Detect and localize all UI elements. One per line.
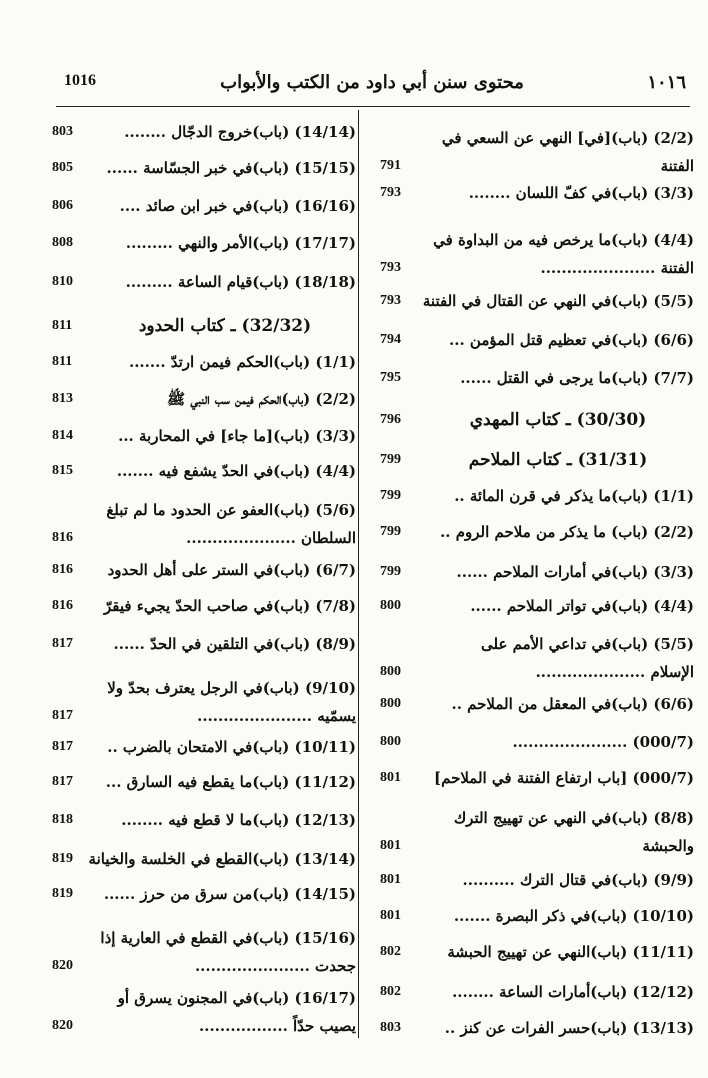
entry-text: (15/16) (باب)في القطع في العارية إذا xyxy=(100,929,356,947)
entry-text: (000/7) [باب ارتفاع الفتنة في الملاحم] xyxy=(433,769,694,787)
toc-entry xyxy=(378,942,694,962)
toc-entry xyxy=(378,183,694,203)
page-ref: 811 xyxy=(52,354,73,369)
entry-text: يصيب حدّاً ................. xyxy=(199,1017,356,1035)
toc-entry xyxy=(378,1018,694,1038)
toc-entry xyxy=(378,522,694,542)
entry-text: (6/6) (باب)في المعقل من الملاحم .. xyxy=(451,695,694,713)
toc-entry xyxy=(378,694,694,714)
page-ref: 793 xyxy=(380,185,401,200)
entry-text: (9/10) (باب)في الرجل يعترف بحدّ ولا xyxy=(107,679,356,697)
page-ref: 800 xyxy=(380,696,401,711)
toc-entry xyxy=(50,928,356,976)
book-heading xyxy=(378,450,694,470)
entry-text: (1/1) (باب)ما يذكر في قرن المائة .. xyxy=(454,487,694,505)
entry-text: (16/17) (باب)في المجنون يسرق أو xyxy=(117,989,356,1007)
entry-text: (5/6) (باب)العفو عن الحدود ما لم تبلغ xyxy=(106,501,356,519)
entry-text: (5/5) (باب)في تداعي الأمم على xyxy=(480,635,694,653)
page-ref: 817 xyxy=(52,774,73,789)
page-ref: 814 xyxy=(52,428,73,443)
toc-entry xyxy=(50,500,356,548)
toc-entry xyxy=(50,389,356,409)
entry-text: (8/9) (باب)في التلقين في الحدّ ...... xyxy=(113,635,356,653)
entry-text: (14/15) (باب)من سرق من حرز ...... xyxy=(103,885,356,903)
page-ref: 806 xyxy=(52,198,73,213)
page-ref: 803 xyxy=(52,124,73,139)
page-title: محتوى سنن أبي داود من الكتب والأبواب xyxy=(220,72,524,93)
entry-text: (11/12) (باب)ما يقطع فيه السارق ... xyxy=(105,773,356,791)
page-ref: 805 xyxy=(52,160,73,175)
toc-entry xyxy=(378,634,694,682)
entry-text: (12/12) (باب)أمارات الساعة ........ xyxy=(452,983,694,1001)
page-ref: 815 xyxy=(52,463,73,478)
page-ref: 820 xyxy=(52,958,73,973)
toc-entry xyxy=(50,596,356,616)
toc-entry xyxy=(50,737,356,757)
toc-entry xyxy=(50,426,356,446)
entry-text: (000/7) ...................... xyxy=(512,733,694,751)
page-ref: 801 xyxy=(380,838,401,853)
entry-text: (2/2) (باب)الحكم فيمن سب النبي ﷺ xyxy=(167,390,356,408)
page-ref: 793 xyxy=(380,293,401,308)
entry-text: (3/3) (باب)في أمارات الملاحم ...... xyxy=(456,563,694,581)
page-ref: 817 xyxy=(52,739,73,754)
column-divider xyxy=(358,110,359,1038)
toc-entry xyxy=(50,988,356,1036)
page-number-arabic: ١٠١٦ xyxy=(647,72,686,93)
page-ref: 800 xyxy=(380,734,401,749)
page-ref: 801 xyxy=(380,872,401,887)
toc-entry xyxy=(378,982,694,1002)
page-ref: 799 xyxy=(380,524,401,539)
entry-text: (13/14) (باب)القطع في الخلسة والخيانة xyxy=(88,850,356,868)
entry-text: (14/14) (باب)خروج الدجّال ........ xyxy=(124,123,356,141)
toc-entry xyxy=(378,230,694,278)
page-ref: 819 xyxy=(52,886,73,901)
toc-entry xyxy=(50,849,356,869)
entry-text: (6/6) (باب)في تعظيم قتل المؤمن ... xyxy=(449,331,694,349)
page-ref: 816 xyxy=(52,530,73,545)
entry-text: (12/13) (باب)ما لا قطع فيه ........ xyxy=(121,811,356,829)
page-number-latin: 1016 xyxy=(64,72,96,89)
page-ref: 817 xyxy=(52,636,73,651)
toc-entry xyxy=(50,122,356,142)
entry-text: (15/15) (باب)في خبر الجسّاسة ...... xyxy=(106,159,356,177)
entry-text: (3/3) (باب)في كفّ اللسان ........ xyxy=(468,184,694,202)
entry-text: (6/7) (باب)في الستر على أهل الحدود xyxy=(107,561,356,579)
page-ref: 816 xyxy=(52,562,73,577)
toc-entry xyxy=(378,562,694,582)
entry-text: (32/32) ـ كتاب الحدود xyxy=(138,316,312,336)
page-ref: 800 xyxy=(380,598,401,613)
toc-entry xyxy=(378,368,694,388)
toc-entry xyxy=(378,596,694,616)
toc-entry xyxy=(378,768,694,788)
page-ref: 801 xyxy=(380,908,401,923)
toc-entry xyxy=(50,461,356,481)
entry-text: (10/10) (باب)في ذكر البصرة ....... xyxy=(453,907,694,925)
toc-entry xyxy=(50,810,356,830)
page-ref: 803 xyxy=(380,1020,401,1035)
entry-text: (30/30) ـ كتاب المهدي xyxy=(469,410,647,430)
page-ref: 802 xyxy=(380,944,401,959)
entry-text: (11/11) (باب)النهي عن تهييج الحبشة xyxy=(447,943,694,961)
entry-text: الفتنة ...................... xyxy=(540,259,694,277)
page-ref: 801 xyxy=(380,770,401,785)
toc-entry xyxy=(378,330,694,350)
page-ref: 817 xyxy=(52,708,73,723)
page-ref: 793 xyxy=(380,260,401,275)
entry-text: (4/4) (باب)في تواتر الملاحم ...... xyxy=(470,597,694,615)
page-ref: 802 xyxy=(380,984,401,999)
page-ref: 799 xyxy=(380,488,401,503)
page-ref: 795 xyxy=(380,370,401,385)
toc-entry xyxy=(50,678,356,726)
entry-text: (7/7) (باب)ما يرجى في القتل ...... xyxy=(460,369,694,387)
entry-text: (13/13) (باب)حسر الفرات عن كنز .. xyxy=(444,1019,694,1037)
toc-entry xyxy=(378,128,694,176)
toc-entry xyxy=(378,291,694,311)
entry-text: (3/3) (باب)[ما جاء] في المحاربة ... xyxy=(118,427,356,445)
page-ref: 816 xyxy=(52,598,73,613)
toc-entry xyxy=(378,732,694,752)
entry-text: الإسلام ..................... xyxy=(535,663,694,681)
entry-text: (9/9) (باب)في قتال الترك .......... xyxy=(462,871,694,889)
page-ref: 808 xyxy=(52,235,73,250)
page-ref: 813 xyxy=(52,391,73,406)
toc-entry xyxy=(50,884,356,904)
toc-entry xyxy=(378,808,694,856)
entry-text: (16/16) (باب)في خبر ابن صائد .... xyxy=(119,197,356,215)
toc-entry xyxy=(50,158,356,178)
entry-text: (2/2) (باب)[في] النهي عن السعي في xyxy=(441,129,694,147)
entry-text: (10/11) (باب)في الامتحان بالضرب .. xyxy=(107,738,356,756)
entry-text: (4/4) (باب)ما يرخص فيه من البداوة في xyxy=(433,231,694,249)
entry-text: (5/5) (باب)في النهي عن القتال في الفتنة xyxy=(422,292,694,310)
toc-entry xyxy=(378,870,694,890)
entry-text: السلطان ..................... xyxy=(186,529,356,547)
entry-text: (8/8) (باب)في النهي عن تهييج الترك xyxy=(453,809,694,827)
entry-text: (31/31) ـ كتاب الملاحم xyxy=(468,450,648,470)
toc-entry xyxy=(50,233,356,253)
page-ref: 818 xyxy=(52,812,73,827)
page-ref: 820 xyxy=(52,1018,73,1033)
entry-text: (2/2) (باب) ما يذكر من ملاحم الروم .. xyxy=(440,523,694,541)
page-ref: 796 xyxy=(380,412,401,427)
entry-text: الفتنة xyxy=(660,157,694,175)
page-ref: 799 xyxy=(380,564,401,579)
entry-text: يسمّيه ...................... xyxy=(197,707,356,725)
book-heading xyxy=(378,410,694,430)
page-ref: 819 xyxy=(52,851,73,866)
toc-entry xyxy=(50,352,356,372)
entry-text: جحدت ...................... xyxy=(194,957,356,975)
page-ref: 810 xyxy=(52,274,73,289)
toc-entry xyxy=(50,560,356,580)
entry-text: (1/1) (باب)الحكم فيمن ارتدّ ....... xyxy=(128,353,356,371)
toc-entry xyxy=(50,196,356,216)
header-rule xyxy=(56,106,690,107)
toc-entry xyxy=(378,906,694,926)
entry-text: (18/18) (باب)قيام الساعة ......... xyxy=(125,273,356,291)
entry-text: (17/17) (باب)الأمر والنهي ......... xyxy=(125,234,356,252)
page-header xyxy=(50,72,694,102)
book-heading xyxy=(50,316,356,336)
toc-entry xyxy=(50,634,356,654)
page-ref: 791 xyxy=(380,158,401,173)
entry-text: (7/8) (باب)في صاحب الحدّ يجيء فيقرّ xyxy=(104,597,356,615)
toc-entry xyxy=(50,772,356,792)
toc-entry xyxy=(50,272,356,292)
page-ref: 800 xyxy=(380,664,401,679)
entry-text: والحبشة xyxy=(642,837,694,855)
entry-text: (4/4) (باب)في الحدّ يشفع فيه ....... xyxy=(116,462,356,480)
toc-entry xyxy=(378,486,694,506)
page-ref: 811 xyxy=(52,318,73,333)
page-ref: 799 xyxy=(380,452,401,467)
page-ref: 794 xyxy=(380,332,401,347)
